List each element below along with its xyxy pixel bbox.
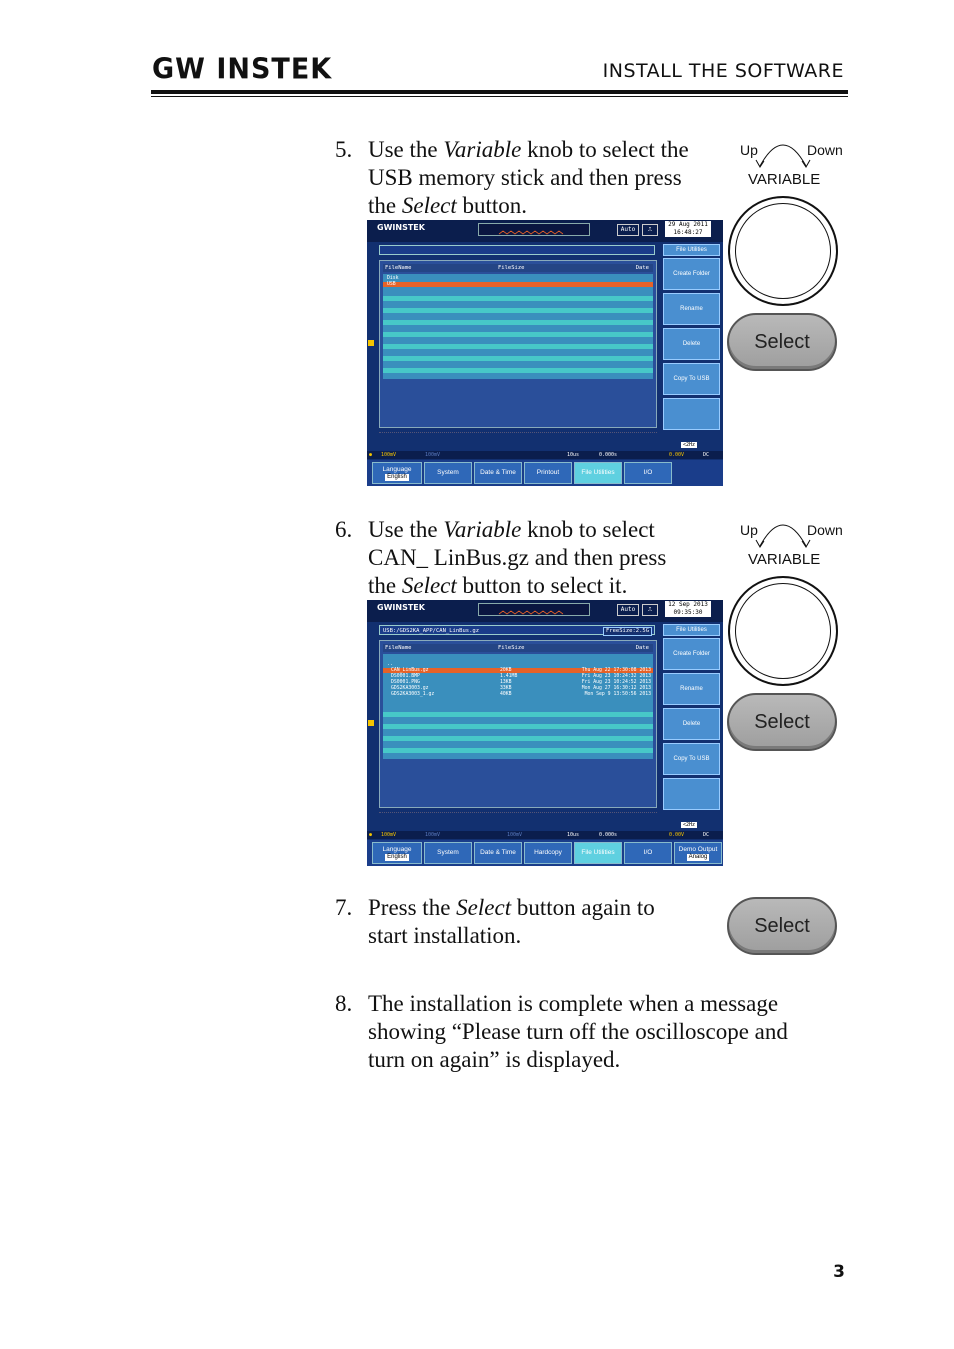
rename-button[interactable]: Rename	[663, 293, 720, 325]
delete-button[interactable]: Delete	[663, 708, 720, 740]
row-stripe	[383, 320, 653, 325]
list-item[interactable]	[383, 680, 653, 685]
step-number: 8.	[335, 991, 353, 1016]
emphasis: Variable	[443, 517, 522, 542]
item-name: GDS2KA3003_1.gz	[391, 692, 435, 697]
system-button[interactable]: System	[424, 462, 472, 484]
ch2-scale: 100mV	[425, 832, 441, 838]
step-text	[368, 894, 655, 950]
item-name: DS0001.PNG	[391, 680, 420, 685]
trigger-icon: ⎍	[642, 224, 658, 236]
step-number: 7.	[335, 895, 353, 920]
status-bar	[367, 451, 723, 459]
item-name: GDS2KA3003.gz	[391, 686, 429, 691]
rename-button[interactable]: Rename	[663, 673, 720, 705]
label: Language	[382, 465, 412, 473]
demo-output-button[interactable]	[674, 842, 722, 864]
text: CAN_ LinBus.gz and then press	[368, 545, 667, 570]
select-button[interactable]: Select	[727, 693, 837, 751]
delete-button[interactable]: Delete	[663, 328, 720, 360]
time-offset: 0.000s	[599, 452, 618, 458]
step-number: 6.	[335, 517, 353, 542]
date: 12 Sep 2013	[668, 601, 708, 608]
ch1-icon: ●	[369, 832, 373, 838]
auto-indicator: Auto	[617, 224, 639, 236]
col-date: Date	[635, 265, 649, 271]
time-scale: 10us	[567, 452, 580, 458]
select-button[interactable]: Select	[727, 897, 837, 955]
col-filename: FileName	[385, 265, 412, 271]
file-utilities-button[interactable]: File Utilities	[574, 462, 622, 484]
list-item[interactable]	[383, 656, 653, 661]
item-size: 20KB	[500, 668, 512, 673]
row-stripe	[383, 296, 653, 301]
item-date: Mon Aug 27 16:30:12 2013	[581, 686, 651, 691]
column-header	[383, 264, 653, 272]
list-item[interactable]	[383, 276, 653, 281]
knob-up-label: Up	[740, 522, 758, 538]
header-rule-thin	[151, 96, 848, 97]
knob-down-label: Down	[807, 142, 843, 158]
file-panel	[379, 260, 657, 428]
item-size: 13KB	[500, 680, 512, 685]
list-item[interactable]	[383, 692, 653, 697]
text: button.	[456, 193, 528, 218]
rotation-arrow-icon	[752, 514, 814, 550]
col-date: Date	[635, 645, 649, 651]
io-button[interactable]: I/O	[624, 462, 672, 484]
oscilloscope-screen-1	[367, 220, 723, 486]
column-header	[383, 644, 653, 652]
system-button[interactable]: System	[424, 842, 472, 864]
auto-indicator: Auto	[617, 604, 639, 616]
brand-logo: GW INSTEK	[152, 53, 333, 86]
step-text	[368, 136, 689, 220]
language-button[interactable]	[372, 842, 422, 864]
item-date: Fri Aug 23 10:24:52 2013	[581, 680, 651, 685]
list-item[interactable]	[383, 674, 653, 679]
emphasis: Select	[401, 573, 457, 598]
oscilloscope-screen-2	[367, 600, 723, 866]
create-folder-button[interactable]: Create Folder	[663, 638, 720, 670]
file-list[interactable]	[383, 274, 653, 379]
col-filesize: FileSize	[498, 265, 525, 271]
grid-ticks	[379, 812, 657, 829]
screen-topbar	[367, 220, 723, 242]
trigger-level: 0.00V	[669, 832, 685, 838]
col-filesize: FileSize	[498, 645, 525, 651]
variable-knob[interactable]	[728, 576, 838, 686]
variable-label: VARIABLE	[748, 171, 821, 188]
menu-title: File Utilities	[663, 244, 720, 256]
col-filename: FileName	[385, 645, 412, 651]
text: Use the	[368, 517, 444, 542]
item-date: Thu Aug 22 17:30:08 2013	[581, 668, 651, 673]
path-bar	[379, 245, 655, 255]
ch3-scale: 100mV	[507, 832, 523, 838]
item-size: 1.41MB	[500, 674, 518, 679]
item-name: ..	[387, 662, 393, 667]
list-item-selected[interactable]	[383, 282, 653, 287]
date: 29 Aug 2011	[668, 221, 708, 228]
empty-menu-button[interactable]	[663, 778, 720, 810]
list-item[interactable]	[383, 686, 653, 691]
text: start installation.	[368, 923, 522, 948]
ch1-scale: 100mV	[381, 832, 397, 838]
section-title: INSTALL THE SOFTWARE	[602, 60, 844, 82]
value: Analog	[688, 853, 708, 860]
language-button[interactable]	[372, 462, 422, 484]
io-button[interactable]: I/O	[624, 842, 672, 864]
create-folder-button[interactable]: Create Folder	[663, 258, 720, 290]
row-stripe	[383, 368, 653, 373]
knob-down-label: Down	[807, 522, 843, 538]
copy-to-usb-button[interactable]: Copy To USB	[663, 363, 720, 395]
item-size: 33KB	[500, 686, 512, 691]
emphasis: Select	[456, 895, 512, 920]
grid-ticks	[379, 432, 657, 449]
frequency: <2Hz	[683, 442, 696, 448]
row-stripe	[383, 308, 653, 313]
item-date: Fri Aug 23 10:24:32 2013	[581, 674, 651, 679]
channel-marker	[368, 340, 374, 346]
text: knob to select the	[521, 137, 689, 162]
text: button again to	[511, 895, 655, 920]
header-rule	[151, 90, 848, 94]
text: showing “Please turn off the oscilloscope and	[368, 1019, 788, 1044]
menu-title: File Utilities	[663, 624, 720, 636]
frequency: <2Hz	[683, 822, 696, 828]
row-stripe	[383, 332, 653, 337]
waveform-overview	[478, 603, 590, 616]
value: English	[387, 473, 407, 480]
list-item-selected[interactable]	[383, 668, 653, 673]
file-panel	[379, 640, 657, 808]
time: 16:48:27	[673, 229, 703, 236]
time: 09:35:30	[673, 609, 703, 616]
step-text	[368, 990, 788, 1074]
empty-menu-button[interactable]	[663, 398, 720, 430]
screen-brand: GWINSTEK	[377, 223, 425, 232]
trigger-icon: ⎍	[642, 604, 658, 616]
knob-up-label: Up	[740, 142, 758, 158]
list-item[interactable]	[383, 662, 653, 667]
page-number: 3	[833, 1262, 845, 1282]
hardcopy-button[interactable]: Hardcopy	[524, 842, 572, 864]
variable-knob[interactable]	[728, 196, 838, 306]
row-stripe	[383, 748, 653, 753]
ch1-scale: 100mV	[381, 452, 397, 458]
rotation-arrow-icon	[752, 134, 814, 170]
datetime	[665, 601, 711, 617]
free-size: FreeSize:2.5G	[603, 627, 652, 636]
date-time-button[interactable]: Date & Time	[474, 462, 522, 484]
time-scale: 10us	[567, 832, 580, 838]
ch2-scale: 100mV	[425, 452, 441, 458]
screen-brand: GWINSTEK	[377, 603, 425, 612]
waveform-overview	[478, 223, 590, 236]
row-stripe	[383, 344, 653, 349]
trigger-level: 0.00V	[669, 452, 685, 458]
step-number: 5.	[335, 137, 353, 162]
row-stripe	[383, 736, 653, 741]
status-bar	[367, 831, 723, 839]
coupling: DC	[703, 452, 710, 458]
select-button[interactable]: Select	[727, 313, 837, 371]
time-offset: 0.000s	[599, 832, 618, 838]
datetime	[665, 221, 711, 237]
text: USB memory stick and then press	[368, 165, 682, 190]
item-size: 40KB	[500, 692, 512, 697]
item-name: DS0001.BMP	[391, 674, 420, 679]
bottom-menu	[367, 460, 723, 486]
emphasis: Variable	[443, 137, 522, 162]
step-text	[368, 516, 666, 600]
file-list[interactable]	[383, 654, 653, 759]
label: Demo Output	[678, 845, 718, 853]
text: knob to select	[521, 517, 655, 542]
copy-to-usb-button[interactable]: Copy To USB	[663, 743, 720, 775]
row-stripe	[383, 712, 653, 717]
item-name: USB	[387, 282, 396, 287]
variable-label: VARIABLE	[748, 551, 821, 568]
row-stripe	[383, 356, 653, 361]
date-time-button[interactable]: Date & Time	[474, 842, 522, 864]
text: button to select it.	[456, 573, 628, 598]
value: English	[387, 853, 407, 860]
text: The installation is complete when a message	[368, 991, 779, 1016]
item-date: Mon Sep 9 13:50:56 2013	[584, 692, 651, 697]
coupling: DC	[703, 832, 710, 838]
ch1-icon: ●	[369, 452, 373, 458]
screen-topbar	[367, 600, 723, 622]
item-name: CAN_LinBus.gz	[391, 668, 429, 673]
text: Press the	[368, 895, 457, 920]
path-bar	[379, 625, 655, 635]
channel-marker	[368, 720, 374, 726]
printout-button[interactable]: Printout	[524, 462, 572, 484]
item-name: Disk	[387, 276, 399, 281]
label: Language	[382, 845, 412, 853]
path-text: USB:/GDS2KA_APP/CAN_LinBus.gz	[383, 628, 480, 634]
text: the	[368, 193, 402, 218]
row-stripe	[383, 724, 653, 729]
file-utilities-button[interactable]: File Utilities	[574, 842, 622, 864]
emphasis: Select	[401, 193, 457, 218]
bottom-menu	[367, 840, 723, 866]
text: the	[368, 573, 402, 598]
text: turn on again” is displayed.	[368, 1047, 621, 1072]
text: Use the	[368, 137, 444, 162]
